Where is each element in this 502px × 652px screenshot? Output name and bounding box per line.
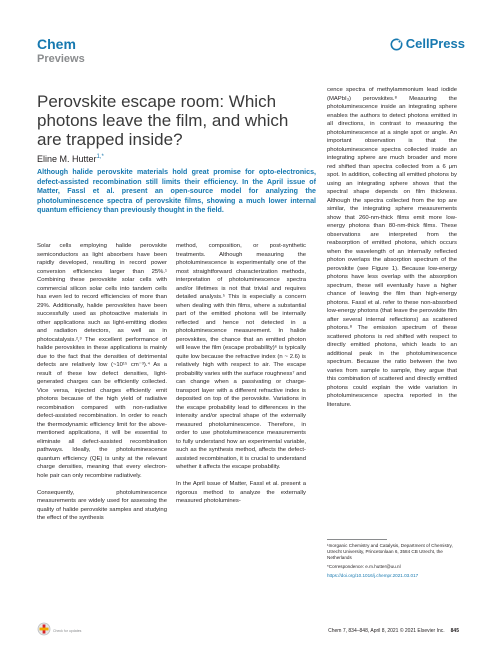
doi-link[interactable]: https://doi.org/10.1016/j.chempr.2021.03.017 bbox=[327, 573, 419, 578]
article-title: Perovskite escape room: Which photons leave the film, and which are trapped inside? bbox=[37, 92, 289, 149]
abstract: Although halide perovskite materials hold great promise for opto-electronics, defect-assisted recombination still limits their efficiency. In the April issue of Matter, Fassl et al. present an open-source model for analyzing the photoluminescence spectra of perovskite films, showing a much lower internal quantum efficiency than previously thought in the field. bbox=[37, 168, 316, 215]
publisher-name: CellPress bbox=[405, 36, 465, 51]
crossmark-icon[interactable] bbox=[37, 622, 51, 638]
body-column-1 bbox=[37, 242, 167, 523]
body-column-3 bbox=[327, 86, 457, 409]
cellpress-icon bbox=[390, 38, 403, 51]
journal-name: Chem bbox=[37, 36, 76, 52]
author-name: Eline M. Hutter bbox=[37, 154, 97, 164]
author-marks: 1,* bbox=[96, 154, 104, 160]
paragraph: cence spectra of methylammonium lead iodide (MAPbI₃) perovskites.⁸ Measuring the photoluminescence inside an integrating sphere enables the authors to detect photons emitted in all directions, in contrast to measuring the photoluminescence at a single spot or angle. An important observation is that the photoluminescence spectra collected inside an integrating sphere are much broader and more red shifted than spectra collected from a 6 μm spot. In addition, collecting all emitted photons by using an integrating sphere shows that the spectral shape depends on film thickness. Although the spectra collected from the top are similar, the integrating sphere measurements show that 260-nm-thick films emit more low-energy photons than 80-nm-thick films. These observations are interpreted from the reabsorption of emitted photons, which occurs when the wavelength of an internally reflected photon overlaps the absorption spectrum of the perovskite (see Figure 1). Because low-energy photons have less overlap with the absorption spectrum, these will eventually have a higher chance of leaving the film than high-energy photons. Fassl et al. refer to these non-absorbed low-energy photons (that leave the perovskite film after several internal reflections) as scattered photons.⁸ The emission spectrum of these scattered photons is red shifted with respect to directly emitted photons, which leads to an additional peak in the photoluminescence spectrum. Because the ratio between the two varies from sample to sample, they argue that this combination of scattered and directly emitted photons could explain the wide variation in photoluminescence spectra reported in the literature. bbox=[327, 87, 457, 408]
citation-line: Chem 7, 834–848, April 8, 2021 © 2021 Elsevier Inc. bbox=[328, 628, 445, 634]
page-number: 845 bbox=[450, 628, 459, 634]
affiliation-note: ¹Inorganic Chemistry and Catalysis, Department of Chemistry, Utrecht University, Princetonlaan 6, 3584 CB Utrecht, the Netherlands bbox=[327, 543, 453, 560]
section-label: Previews bbox=[37, 53, 85, 65]
page-footer bbox=[328, 628, 459, 634]
paragraph: method, composition, or post-synthetic treatments. Although measuring the photoluminescence is experimentally one of the most straightforward characterization methods, interpretation of photoluminescence spectra and/or lifetimes is not that trivial and requires detailed analysis.⁵ This is especially a concern when dealing with thin films, where a substantial part of the emitted photons will be internally reflected and hence not detected in a photoluminescence measurement. In halide perovskites, the chance that an emitted photon will leave the film (escape probability)⁶ is typically quite low because the refractive index (n ~ 2.6) is relatively high with respect to air. The escape probability varies with the surface roughness⁷ and can change when a passivating or charge-transport layer with a different refractive index is deposited on top of the perovskite. Variations in the escape probability lead to differences in the intensity and/or spectral shape of the externally measured photoluminescence. Therefore, in order to use photoluminescence measurements to fully understand how an experimental variable, such as the synthesis method, affects the defect-assisted recombination, it is crucial to understand whether it affects the escape probability. bbox=[176, 243, 306, 470]
paragraph: In the April issue of Matter, Fassl et al. present a rigorous method to analyze the externally measured photolumines- bbox=[176, 481, 306, 504]
body-column-2 bbox=[176, 242, 306, 506]
crossmark-label: Check for updates bbox=[53, 629, 82, 633]
paragraph: Consequently, photoluminescence measurements are widely used for assessing the quality of halide perovskite samples and studying the effect of the synthesis bbox=[37, 489, 167, 521]
paragraph: Solar cells employing halide perovskite semiconductors as light absorbers have been rapidly developed, resulting in record power conversion efficiencies larger than 25%.¹ Combining these perovskite solar cells with commercial silicon solar cells into tandem cells has even led to record efficiencies of more than 29%. Additionally, halide perovskites have been successfully used as photoactive materials in other applications such as light-emitting diodes and radiation detectors, as well as in photocatalysis.²,³ The excellent performance of halide perovskites in these applications is mainly due to the fact that the densities of detrimental defects are relatively low (~10¹⁵ cm⁻³).⁴ As a result of these low defect densities, light-generated charges can be efficiently collected. Vice versa, injected charges efficiently emit photons because of the high yield of radiative recombination compared with non-radiative defect-assisted recombination. In order to reach the thermodynamic efficiency limit for the above-mentioned applications, it will be essential to eliminate all defect-assisted recombination pathways. Ideally, the photoluminescence quantum efficiency (QE) is unity at the relevant charge densities, meaning that every electron-hole pair can only recombine radiatively. bbox=[37, 243, 167, 479]
author-line bbox=[37, 152, 104, 165]
publisher-logo[interactable] bbox=[390, 37, 465, 51]
footnote-divider bbox=[327, 539, 387, 540]
footnotes bbox=[327, 543, 459, 582]
correspondence-note[interactable]: *Correspondence: e.m.hutter@uu.nl bbox=[327, 564, 401, 569]
